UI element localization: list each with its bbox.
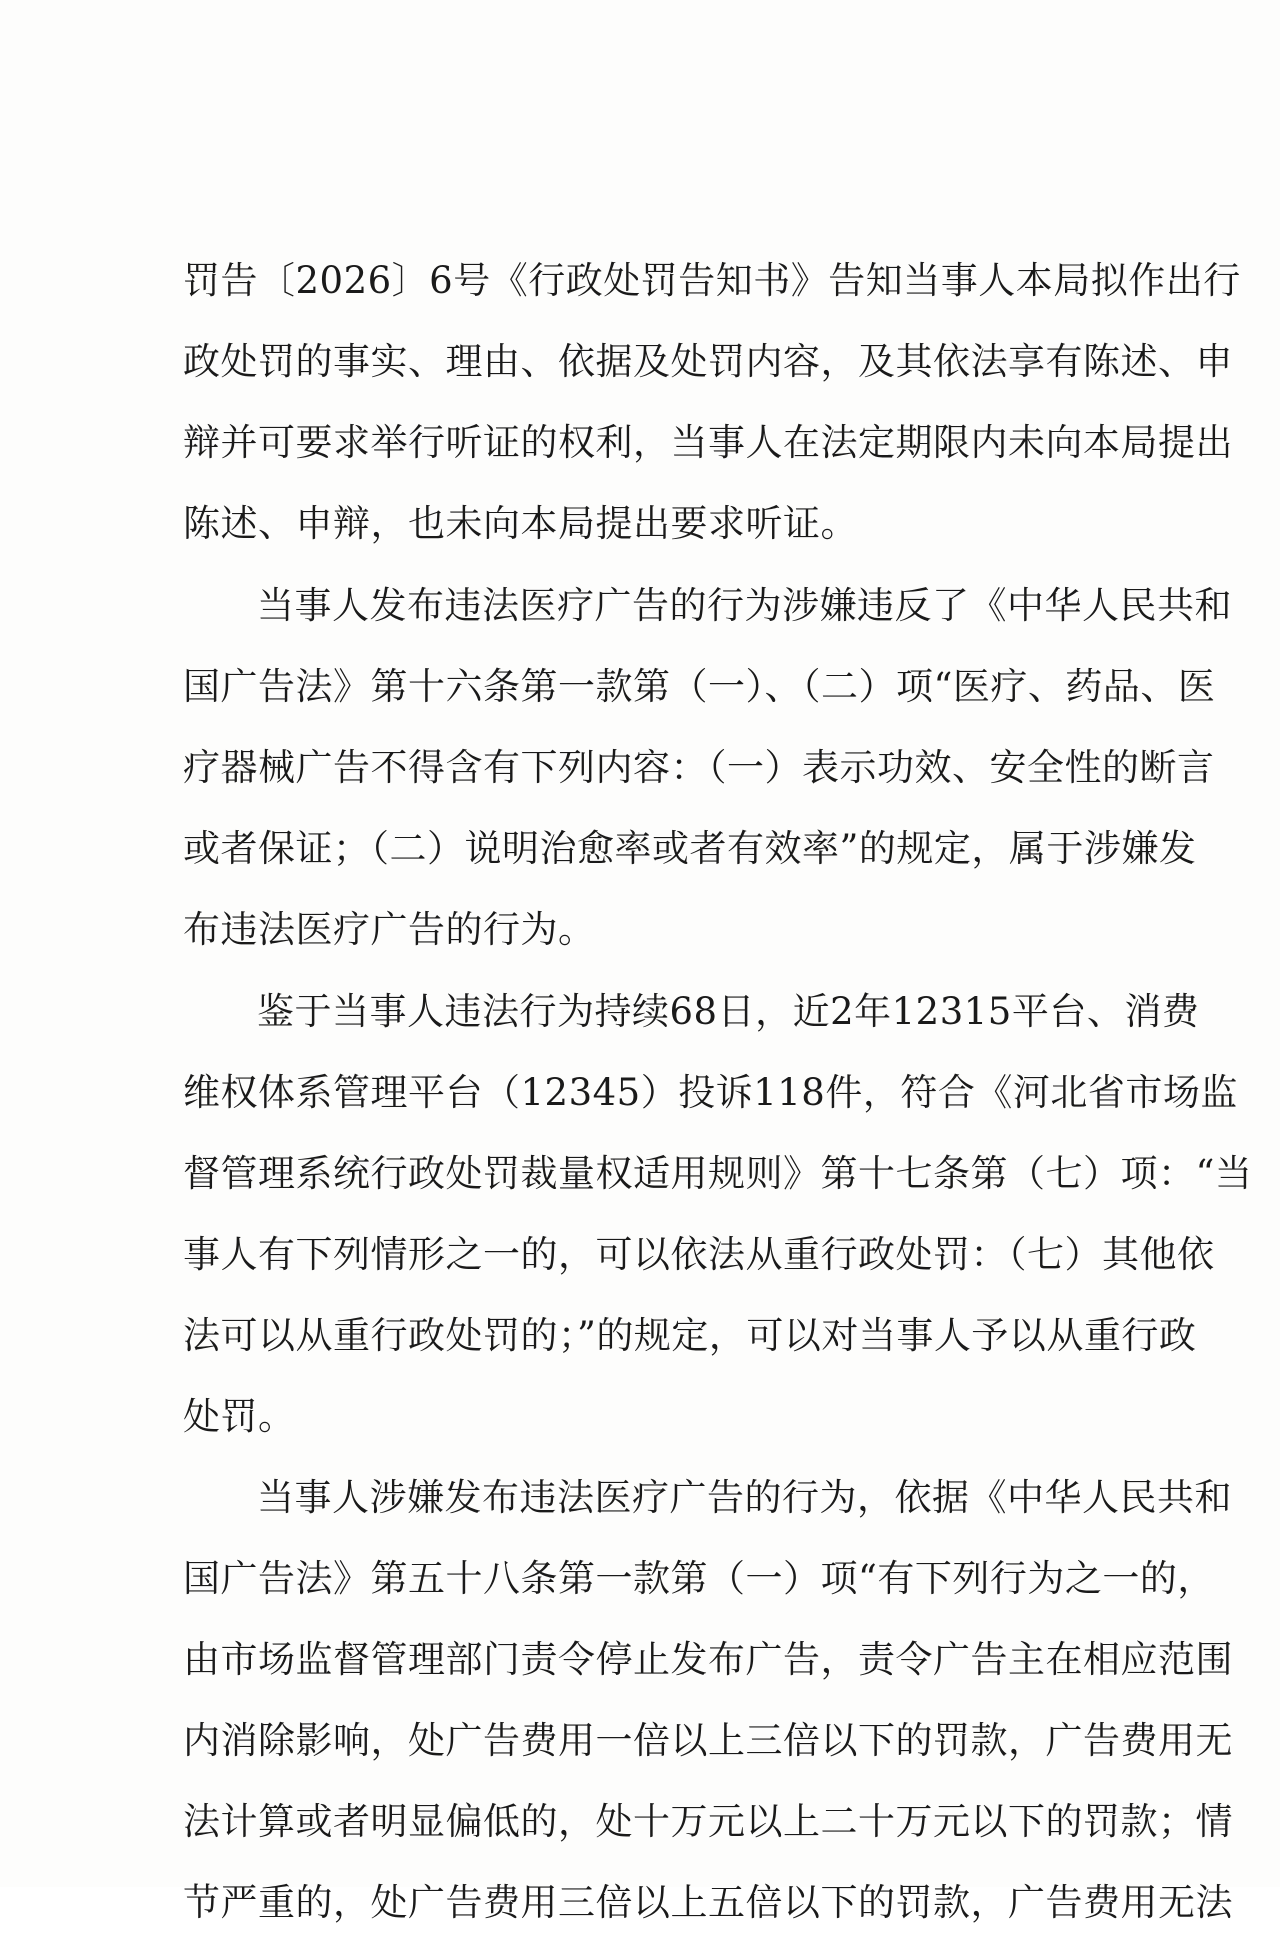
paragraph-4-line-3: 由市场监督管理部门责令停止发布广告，责令广告主在相应范围: [183, 1638, 1233, 1681]
paragraph-4-line-1: 当事人涉嫌发布违法医疗广告的行为，依据《中华人民共和: [257, 1476, 1232, 1519]
paragraph-1-line-3: 辩并可要求举行听证的权利，当事人在法定期限内未向本局提出: [183, 421, 1233, 464]
paragraph-2-line-1: 当事人发布违法医疗广告的行为涉嫌违反了《中华人民共和: [257, 584, 1232, 627]
paragraph-4-line-2: 国广告法》第五十八条第一款第（一）项“有下列行为之一的，: [183, 1557, 1215, 1600]
paragraph-2-line-5: 布违法医疗广告的行为。: [183, 908, 596, 951]
paragraph-3-line-1: 鉴于当事人违法行为持续68日，近2年12315平台、消费: [257, 990, 1200, 1033]
paragraph-2-line-3: 疗器械广告不得含有下列内容：（一）表示功效、安全性的断言: [183, 746, 1215, 789]
paragraph-4-line-4: 内消除影响，处广告费用一倍以上三倍以下的罚款，广告费用无: [183, 1719, 1233, 1762]
paragraph-2-line-4: 或者保证；（二）说明治愈率或者有效率”的规定，属于涉嫌发: [183, 827, 1197, 870]
paragraph-1-line-1: 罚告〔2026〕6号《行政处罚告知书》告知当事人本局拟作出行: [183, 259, 1241, 302]
paragraph-1-line-4: 陈述、申辩，也未向本局提出要求听证。: [183, 502, 858, 545]
paragraph-4-line-5: 法计算或者明显偏低的，处十万元以上二十万元以下的罚款；情: [183, 1800, 1233, 1843]
paragraph-3-line-5: 法可以从重行政处罚的；”的规定，可以对当事人予以从重行政: [183, 1314, 1197, 1357]
paragraph-3-line-6: 处罚。: [183, 1395, 296, 1438]
paragraph-3-line-4: 事人有下列情形之一的，可以依法从重行政处罚：（七）其他依: [183, 1233, 1215, 1276]
paragraph-3-line-3: 督管理系统行政处罚裁量权适用规则》第十七条第（七）项：“当: [183, 1152, 1253, 1195]
paragraph-1-line-2: 政处罚的事实、理由、依据及处罚内容，及其依法享有陈述、申: [183, 340, 1233, 383]
paragraph-2-line-2: 国广告法》第十六条第一款第（一）、（二）项“医疗、药品、医: [183, 665, 1216, 708]
paragraph-3-line-2: 维权体系管理平台（12345）投诉118件，符合《河北省市场监: [183, 1071, 1238, 1114]
paragraph-4-line-6: 节严重的，处广告费用三倍以上五倍以下的罚款，广告费用无法: [183, 1881, 1233, 1924]
